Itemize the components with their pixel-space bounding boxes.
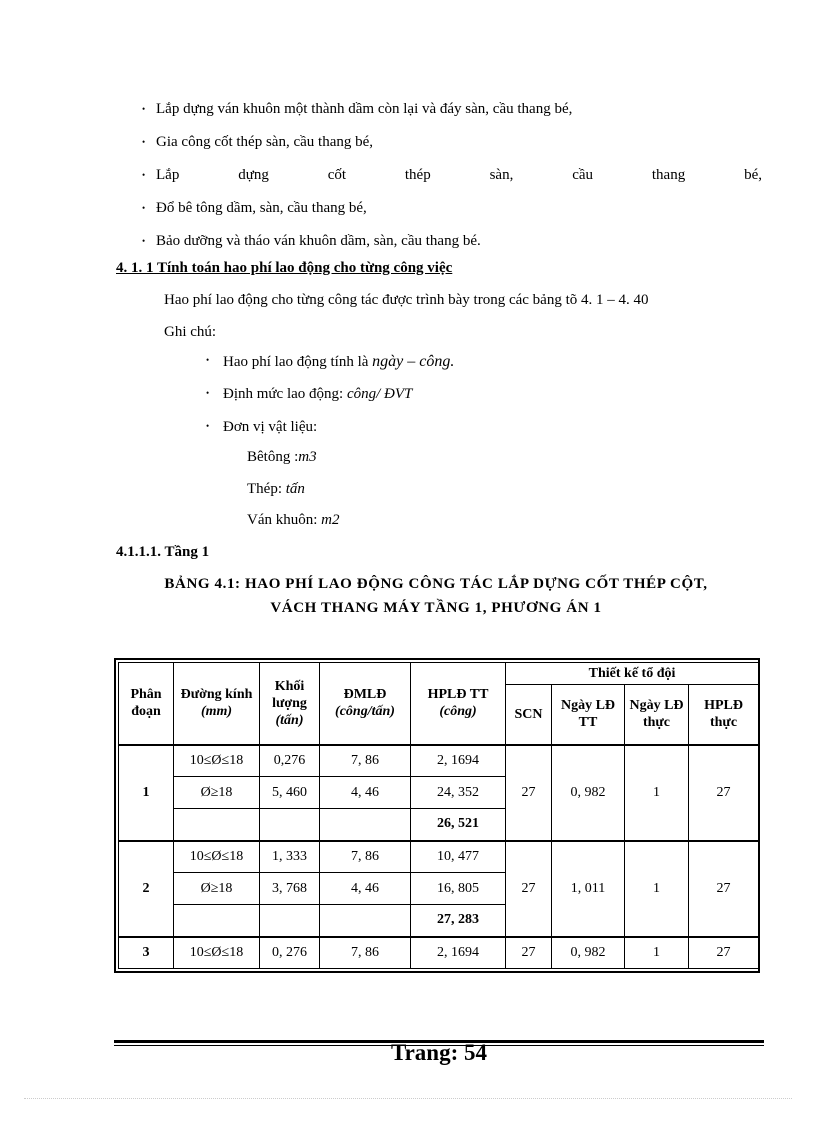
cell-dmld — [320, 905, 411, 937]
table-row — [119, 745, 759, 777]
header-ngay-ld-tt: Ngày LĐ TT — [552, 685, 625, 745]
header-khoi-luong-unit: (tấn) — [275, 712, 304, 728]
cell-hpld-thuc: 27 — [689, 745, 759, 841]
cell-dmld: 7, 86 — [320, 841, 411, 873]
unit-betong-label: Bêtông : — [247, 449, 299, 465]
table-title-line-1: BẢNG 4.1: HAO PHÍ LAO ĐỘNG CÔNG TÁC LẮP DỰNG CỐT THÉP CỘT, — [164, 576, 708, 592]
cell-duong-kinh: 10≤Ø≤18 — [174, 745, 260, 777]
note-item-2 — [203, 386, 454, 419]
header-hpld-tt-label: HPLĐ TT — [427, 687, 489, 703]
header-duong-kinh — [174, 663, 260, 745]
cell-phan-doan: 2 — [119, 841, 174, 937]
task-bullet-5: • Bảo dưỡng và tháo ván khuôn dầm, sàn, cầu thang bé. — [136, 230, 762, 263]
header-scn: SCN — [506, 685, 552, 745]
cell-hpld-tt: 2, 1694 — [411, 937, 506, 969]
cell-khoi-luong — [260, 905, 320, 937]
note-item-1 — [203, 353, 454, 386]
unit-thep — [247, 481, 305, 498]
note-1-text: Hao phí lao động tính là — [223, 354, 373, 370]
cell-ngay-ld-thuc: 1 — [625, 841, 689, 937]
cell-scn: 27 — [506, 745, 552, 841]
cell-ngay-ld-thuc: 1 — [625, 745, 689, 841]
cell-dmld: 4, 46 — [320, 777, 411, 809]
page-edge-divider — [24, 1098, 792, 1099]
cell-ngay-ld-thuc: 1 — [625, 937, 689, 969]
cell-khoi-luong: 5, 460 — [260, 777, 320, 809]
cell-khoi-luong: 0, 276 — [260, 937, 320, 969]
header-hpld-tt-unit: (công) — [439, 704, 477, 720]
cell-duong-kinh: 10≤Ø≤18 — [174, 937, 260, 969]
unit-vankhuon-label: Ván khuôn: — [247, 512, 322, 528]
header-hpld-tt — [411, 663, 506, 745]
cell-phan-doan: 1 — [119, 745, 174, 841]
cell-dmld: 7, 86 — [320, 937, 411, 969]
task-bullet-1: • Lắp dựng ván khuôn một thành dầm còn lại và đáy sàn, cầu thang bé, — [136, 98, 762, 131]
header-duong-kinh-label: Đường kính — [180, 687, 253, 703]
task-bullet-4: • Đổ bê tông dầm, sàn, cầu thang bé, — [136, 197, 762, 230]
subsection-heading: 4.1.1.1. Tầng 1 — [116, 544, 210, 560]
header-dmld-label: ĐMLĐ — [343, 687, 387, 703]
table-title-line-2: VÁCH THANG MÁY TẦNG 1, PHƯƠNG ÁN 1 — [270, 600, 602, 616]
cell-phan-doan: 3 — [119, 937, 174, 969]
cell-duong-kinh — [174, 905, 260, 937]
header-hpld-thuc: HPLĐ thực — [689, 685, 759, 745]
labor-cost-table — [118, 662, 759, 969]
cell-hpld-tt: 10, 477 — [411, 841, 506, 873]
unit-vankhuon — [247, 512, 340, 529]
table-row — [119, 937, 759, 969]
cell-hpld-tt-total: 26, 521 — [411, 809, 506, 841]
note-1-unit: ngày – công. — [372, 353, 455, 370]
header-khoi-luong — [260, 663, 320, 745]
cell-duong-kinh — [174, 809, 260, 841]
header-khoi-luong-label: Khối lượng — [272, 678, 307, 711]
note-list — [203, 353, 454, 452]
cell-ngay-ld-tt: 0, 982 — [552, 745, 625, 841]
unit-thep-label: Thép: — [247, 481, 286, 497]
note-item-3: • Đơn vị vật liệu: — [203, 419, 454, 452]
cell-hpld-tt-total: 27, 283 — [411, 905, 506, 937]
unit-betong — [247, 449, 317, 466]
header-phan-doan: Phân đoạn — [119, 663, 174, 745]
page-number: Trang: 54 — [390, 1040, 488, 1065]
header-duong-kinh-unit: (mm) — [200, 704, 233, 720]
cell-khoi-luong: 1, 333 — [260, 841, 320, 873]
note-2-text: Định mức lao động: — [223, 386, 347, 402]
cell-scn: 27 — [506, 841, 552, 937]
task-bullet-list — [136, 98, 762, 263]
cell-duong-kinh: 10≤Ø≤18 — [174, 841, 260, 873]
cell-dmld: 7, 86 — [320, 745, 411, 777]
cell-hpld-tt: 24, 352 — [411, 777, 506, 809]
note-2-unit: công/ ĐVT — [346, 386, 413, 402]
cell-duong-kinh: Ø≥18 — [174, 777, 260, 809]
table-row — [119, 841, 759, 873]
header-thiet-ke-to-doi: Thiết kế tổ đội — [506, 663, 759, 685]
unit-betong-value: m3 — [298, 449, 317, 465]
header-ngay-ld-thuc: Ngày LĐ thực — [625, 685, 689, 745]
cell-duong-kinh: Ø≥18 — [174, 873, 260, 905]
cell-hpld-tt: 2, 1694 — [411, 745, 506, 777]
cell-khoi-luong: 0,276 — [260, 745, 320, 777]
cell-hpld-thuc: 27 — [689, 937, 759, 969]
cell-khoi-luong: 3, 768 — [260, 873, 320, 905]
cell-hpld-tt: 16, 805 — [411, 873, 506, 905]
cell-ngay-ld-tt: 0, 982 — [552, 937, 625, 969]
task-bullet-2: • Gia công cốt thép sàn, cầu thang bé, — [136, 131, 762, 164]
task-bullet-3: • Lắp dựng cốt thép sàn, cầu thang bé, — [136, 164, 762, 197]
header-dmld — [320, 663, 411, 745]
unit-thep-value: tấn — [285, 481, 305, 497]
cell-dmld: 4, 46 — [320, 873, 411, 905]
intro-paragraph: Hao phí lao động cho từng công tác được trình bày trong các bảng tõ 4. 1 – 4. 40 — [164, 292, 649, 308]
section-heading: 4. 1. 1 Tính toán hao phí lao động cho từng công việc — [116, 260, 453, 276]
cell-dmld — [320, 809, 411, 841]
cell-scn: 27 — [506, 937, 552, 969]
cell-ngay-ld-tt: 1, 011 — [552, 841, 625, 937]
header-dmld-unit: (công/tấn) — [335, 704, 395, 720]
note-label: Ghi chú: — [164, 324, 217, 340]
unit-vankhuon-value: m2 — [321, 512, 340, 528]
labor-table-frame — [114, 658, 760, 973]
cell-hpld-thuc: 27 — [689, 841, 759, 937]
cell-khoi-luong — [260, 809, 320, 841]
